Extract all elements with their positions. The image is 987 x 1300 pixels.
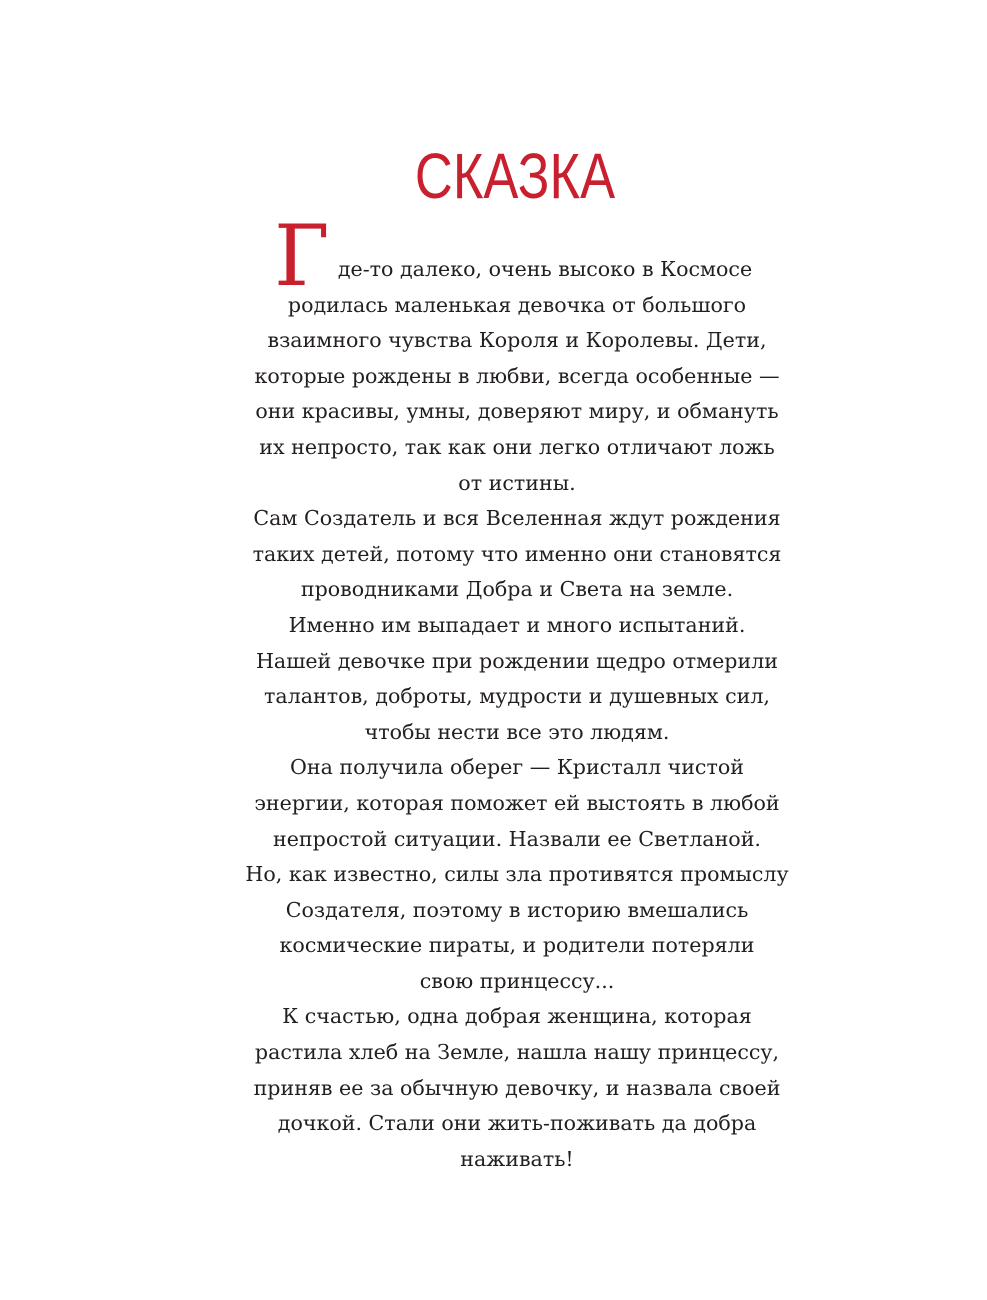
story-line: чтобы нести все это людям. [364,719,670,744]
story-line: наживать! [460,1146,574,1171]
page-title: СКАЗКА [414,140,616,212]
story-line: они красивы, умны, доверяют миру, и обмануть [255,399,779,424]
story-line: растила хлеб на Земле, нашла нашу принцессу, [254,1040,780,1065]
story-line: Нашей девочке при рождении щедро отмерили [255,648,779,673]
story-line: дочкой. Стали они жить-поживать да добра [277,1111,757,1136]
story-text [220,207,814,1177]
story-line: таких детей, потому что именно они становятся [252,541,782,566]
story-line: приняв ее за обычную девочку, и назвала своей [253,1075,781,1100]
story-line: Именно им выпадает и много испытаний. [288,612,746,637]
story-line: Сам Создатель и вся Вселенная ждут рождения [253,506,781,531]
story-line: энергии, которая поможет ей выстоять в любой [254,790,780,815]
story-line: Создателя, поэтому в историю вмешались [285,897,749,922]
story-line: родилась маленькая девочка от большого [287,292,747,317]
story-line: К счастью, одна добрая женщина, которая [282,1004,752,1029]
story-line: проводниками Добра и Света на земле. [300,577,734,602]
story-line: непростой ситуации. Назвали ее Светланой. [273,826,761,851]
story-line: которые рождены в любви, всегда особенные — [254,363,780,388]
story-line: Она получила оберег — Кристалл чистой [290,755,744,780]
first-line-text: де-то далеко, очень высоко в Космосе [337,257,753,281]
story-line: от истины. [458,470,576,495]
story-line: Но, как известно, силы зла противятся промыслу [245,862,789,887]
story-line: свою принцессу... [419,968,615,993]
story-line: талантов, доброты, мудрости и душевных сил, [264,684,770,709]
drop-cap: Г [274,207,330,305]
story-line: космические пираты, и родители потеряли [279,933,755,958]
story-line: взаимного чувства Короля и Королевы. Дети, [267,328,767,353]
story-line: их непросто, так как они легко отличают ложь [259,434,775,459]
